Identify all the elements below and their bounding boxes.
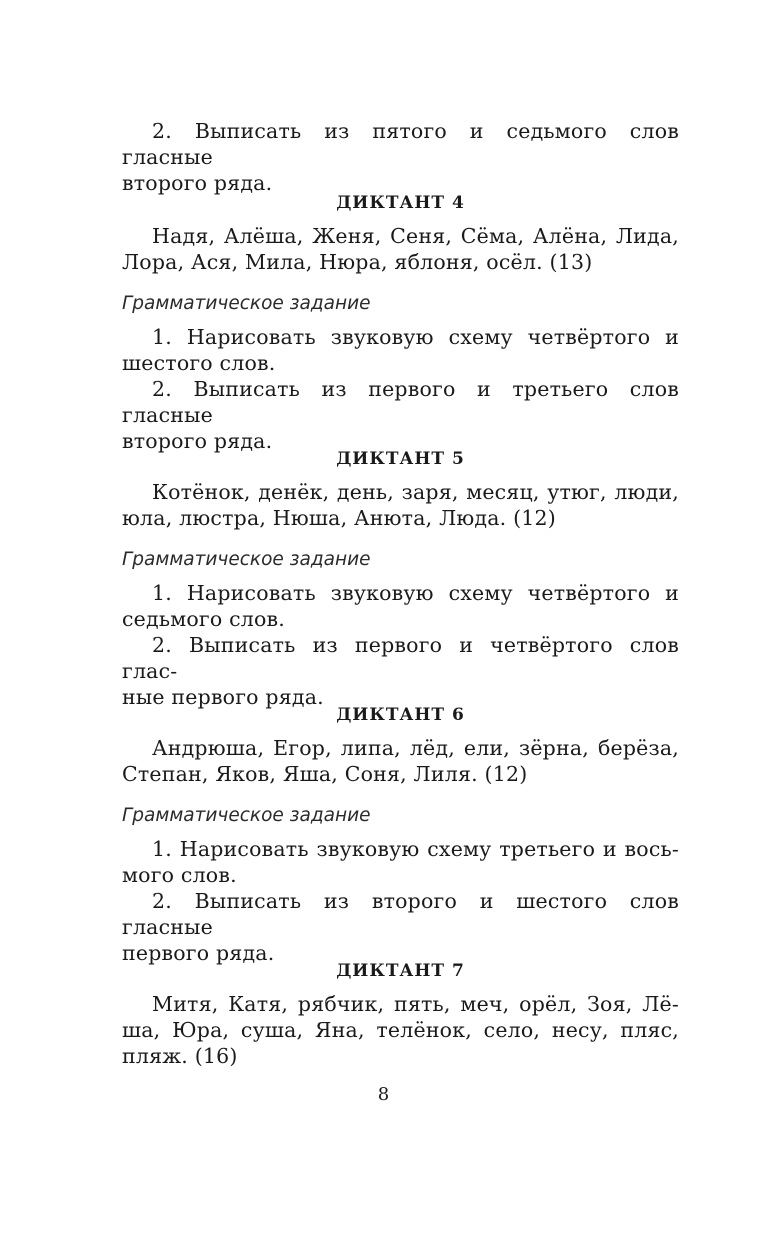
task-2-line-2: первого ряда. [122,941,275,965]
dictation-text-line-2: юла, люстра, Нюша, Анюта, Люда. (12) [122,506,556,530]
grammar-task-label: Грамматическое задание [122,549,371,570]
task-1-line-1: 1. Нарисовать звуковую схему четвёртого и [152,325,679,349]
dictation-title: ДИКТАНТ 5 [336,449,465,469]
dictation-4 [122,192,679,454]
dictation-text-line-1: Митя, Катя, рябчик, пять, меч, орёл, Зоя, Лё- [152,992,679,1016]
dictation-text-line-2: ша, Юра, суша, Яна, телёнок, село, несу, пляс, [122,1018,679,1042]
task-2-line-2: второго ряда. [122,429,273,453]
dictation-text-line-1: Котёнок, денёк, день, заря, месяц, утюг, люди, [152,480,679,504]
intro-task-line-1: 2. Выписать из пятого и седьмого слов гласные [122,119,679,169]
dictation-title: ДИКТАНТ 7 [336,961,465,981]
task-2-line-2: ные первого ряда. [122,685,324,709]
task-2-line-1: 2. Выписать из первого и третьего слов гласные [122,377,679,427]
dictation-title: ДИКТАНТ 6 [336,705,465,725]
task-1-line-2: шестого слов. [122,351,276,375]
task-1-line-2: мого слов. [122,863,237,887]
grammar-task-label: Грамматическое задание [122,293,371,314]
page-number: 8 [377,1084,390,1105]
intro-task-line-2: второго ряда. [122,171,273,195]
task-2-line-1: 2. Выписать из первого и четвёртого слов глас- [122,633,679,683]
intro-task [122,118,679,196]
dictation-text-line-2: Степан, Яков, Яша, Соня, Лиля. (12) [122,762,528,786]
dictation-text-line-2: Лора, Ася, Мила, Нюра, яблоня, осёл. (13) [122,250,593,274]
task-1-line-1: 1. Нарисовать звуковую схему третьего и вось- [152,837,679,861]
dictation-text-line-3: пляж. (16) [122,1044,238,1068]
dictation-7 [122,960,679,1069]
task-1-line-2: седьмого слов. [122,607,285,631]
dictation-5 [122,448,679,710]
dictation-text-line-1: Надя, Алёша, Женя, Сеня, Сёма, Алёна, Лида, [152,224,679,248]
task-2-line-1: 2. Выписать из второго и шестого слов гласные [122,889,679,939]
dictation-6 [122,704,679,966]
task-1-line-1: 1. Нарисовать звуковую схему четвёртого и [152,581,679,605]
dictation-title: ДИКТАНТ 4 [336,193,465,213]
grammar-task-label: Грамматическое задание [122,805,371,826]
dictation-text-line-1: Андрюша, Егор, липа, лёд, ели, зёрна, берёза, [152,736,679,760]
